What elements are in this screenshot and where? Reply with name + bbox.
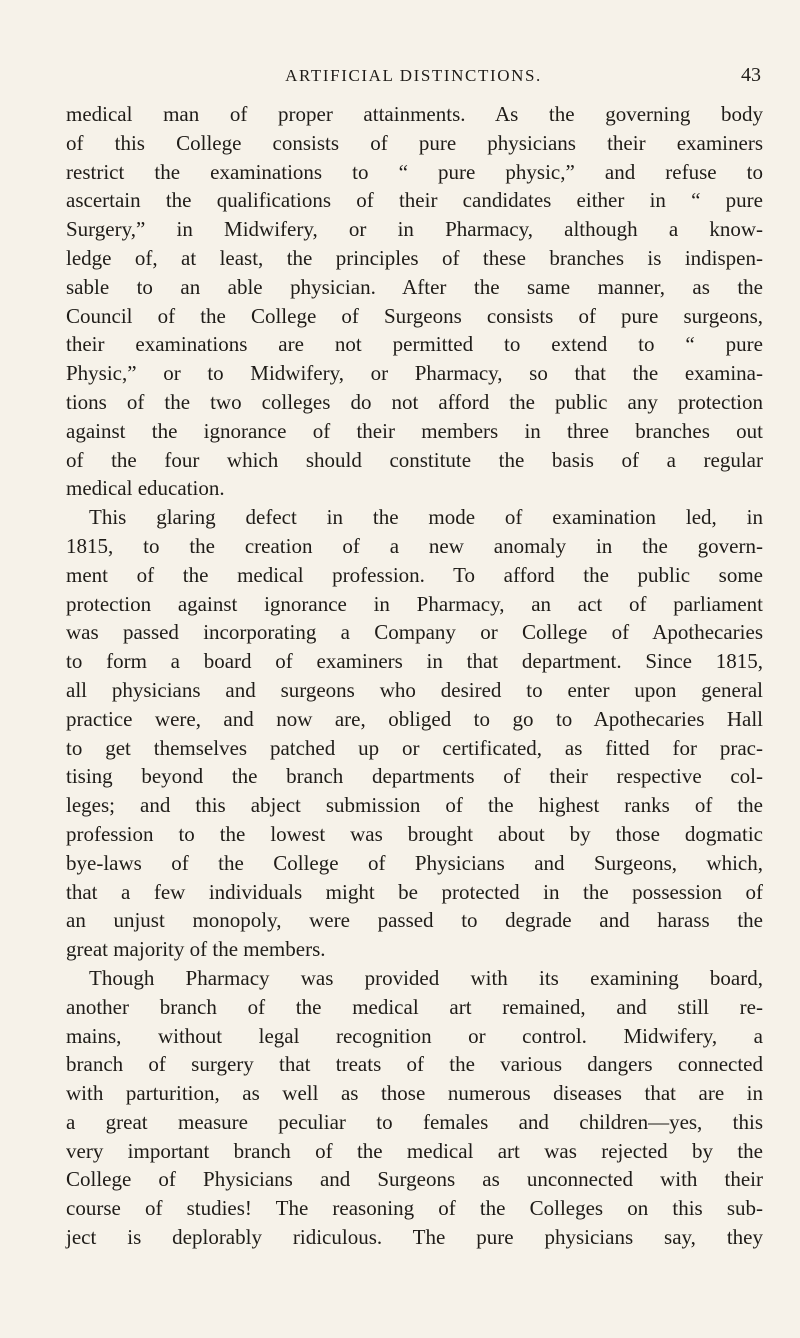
- text-line: Physic,” or to Midwifery, or Pharmacy, so that the examina-: [66, 361, 763, 386]
- text-line: practice were, and now are, obliged to go to Apothecaries Hall: [66, 706, 763, 731]
- text-line: very important branch of the medical art was rejected by the: [66, 1138, 763, 1163]
- text-line: mains, without legal recognition or control. Midwifery, a: [66, 1023, 763, 1048]
- text-line: sable to an able physician. After the same manner, as the: [66, 274, 763, 299]
- page-number: 43: [741, 64, 761, 86]
- text-line: medical man of proper attainments. As the governing body: [66, 102, 763, 126]
- text-line: medical education.: [66, 476, 225, 501]
- text-line: that a few individuals might be protected in the possession of: [66, 879, 763, 904]
- text-line: leges; and this abject submission of the highest ranks of the: [66, 793, 763, 818]
- text-line: Surgery,” in Midwifery, or in Pharmacy, although a know-: [66, 217, 763, 242]
- text-line: protection against ignorance in Pharmacy, an act of parliament: [66, 591, 763, 616]
- text-line: of the four which should constitute the basis of a regular: [66, 447, 763, 472]
- text-line: profession to the lowest was brought about by those dogmatic: [66, 821, 763, 846]
- text-line: a great measure peculiar to females and children—yes, this: [66, 1109, 763, 1134]
- text-line: 1815, to the creation of a new anomaly in the govern-: [66, 533, 763, 558]
- text-line: an unjust monopoly, were passed to degrade and harass the: [66, 908, 763, 933]
- text-line: tions of the two colleges do not afford the public any protection: [66, 389, 763, 414]
- text-line: all physicians and surgeons who desired to enter upon general: [66, 677, 763, 702]
- text-line: tising beyond the branch departments of their respective col-: [66, 764, 763, 789]
- page-header: [66, 64, 761, 92]
- text-line: ledge of, at least, the principles of these branches is indispen-: [66, 245, 763, 270]
- text-line: bye-laws of the College of Physicians and Surgeons, which,: [66, 850, 763, 875]
- body-text: [66, 100, 763, 1252]
- text-line: with parturition, as well as those numerous diseases that are in: [66, 1081, 763, 1106]
- text-line: great majority of the members.: [66, 937, 326, 962]
- text-line: branch of surgery that treats of the various dangers connected: [66, 1052, 763, 1077]
- text-line: Though Pharmacy was provided with its examining board,: [89, 965, 763, 990]
- running-head: ARTIFICIAL DISTINCTIONS.: [285, 66, 542, 85]
- text-line: to get themselves patched up or certificated, as fitted for prac-: [66, 735, 763, 760]
- text-line: College of Physicians and Surgeons as unconnected with their: [66, 1167, 763, 1192]
- text-line: of this College consists of pure physicians their examiners: [66, 130, 763, 155]
- text-line: ascertain the qualifications of their candidates either in “ pure: [66, 188, 763, 213]
- text-line: restrict the examinations to “ pure physic,” and refuse to: [66, 159, 763, 184]
- text-line: another branch of the medical art remained, and still re-: [66, 994, 763, 1019]
- text-line: was passed incorporating a Company or College of Apothecaries: [66, 620, 763, 645]
- text-line: ject is deplorably ridiculous. The pure physicians say, they: [66, 1225, 763, 1250]
- text-line: against the ignorance of their members in three branches out: [66, 418, 763, 443]
- text-line: their examinations are not permitted to extend to “ pure: [66, 332, 763, 357]
- text-line: to form a board of examiners in that department. Since 1815,: [66, 649, 763, 674]
- text-line: Council of the College of Surgeons consists of pure surgeons,: [66, 303, 763, 328]
- text-line: This glaring defect in the mode of examination led, in: [89, 505, 763, 530]
- text-line: course of studies! The reasoning of the Colleges on this sub-: [66, 1196, 763, 1221]
- text-line: ment of the medical profession. To afford the public some: [66, 562, 763, 587]
